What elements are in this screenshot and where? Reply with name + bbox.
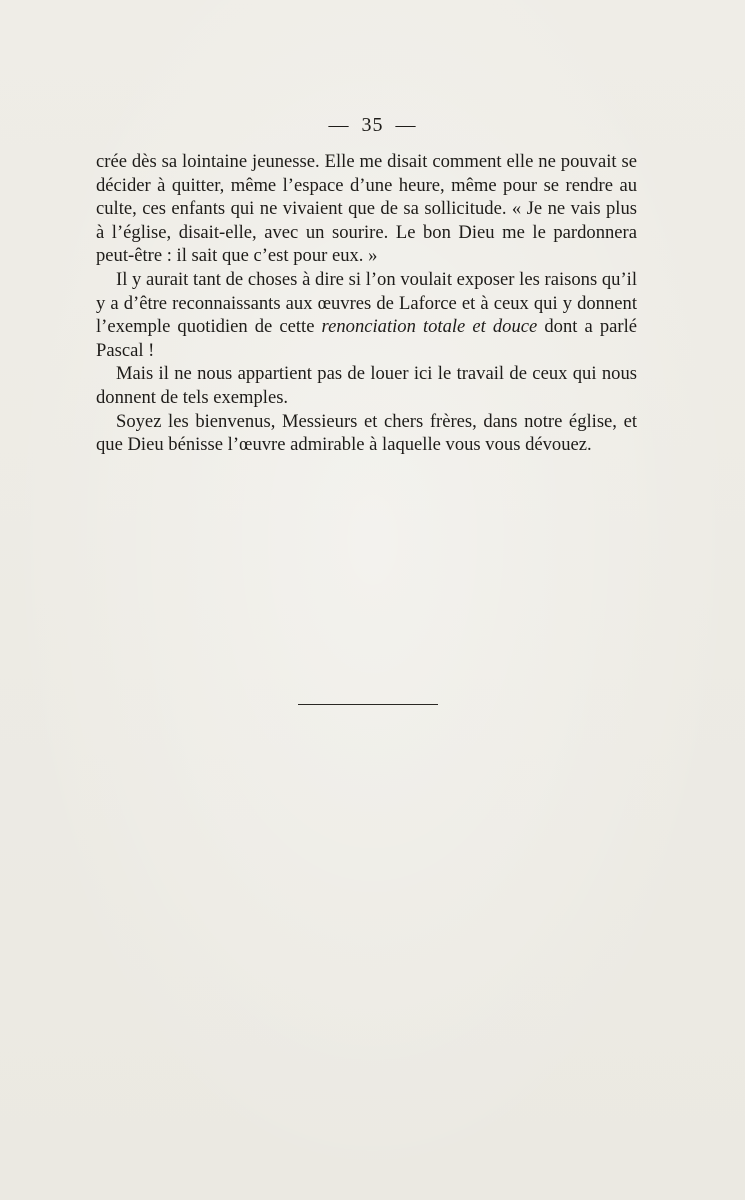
paragraph-2-italic-quote: renonciation totale et douce [321,316,538,338]
paragraph-2-text-after: dont a parlé Pascal ! [96,316,637,361]
paragraph-4: Soyez les bienvenus, Messieurs et chers frères, dans notre église, et que Dieu bénisse l’œuvre admirable à laquelle vous vous dévouez. [96,410,637,456]
paragraph-2-text-before: Il y aurait tant de choses à dire si l’on voulait exposer les raisons qu’il y a d’être reconnaissants aux œuvres de Laforce et à ceux qui y donnent l’exemple quotidien de cette [96,268,637,338]
paragraph-3: Mais il ne nous appartient pas de louer ici le travail de ceux qui nous donnent de tels exemples. [96,363,637,408]
section-divider-rule [298,704,438,705]
paragraph-2 [96,268,637,362]
page-number: — 35 — [328,114,417,136]
body-text [96,150,637,457]
paragraph-1: crée dès sa lointaine jeunesse. Elle me disait comment elle ne pouvait se décider à quitter, même l’espace d’une heure, même pour se rendre au culte, ces enfants qui ne vivaient que de sa sollicitude. « Je ne vais plus à l’église, disait-elle, avec un sourire. Le bon Dieu me le pardonnera peut-être : il sait que c’est pour eux. » [96,151,637,267]
